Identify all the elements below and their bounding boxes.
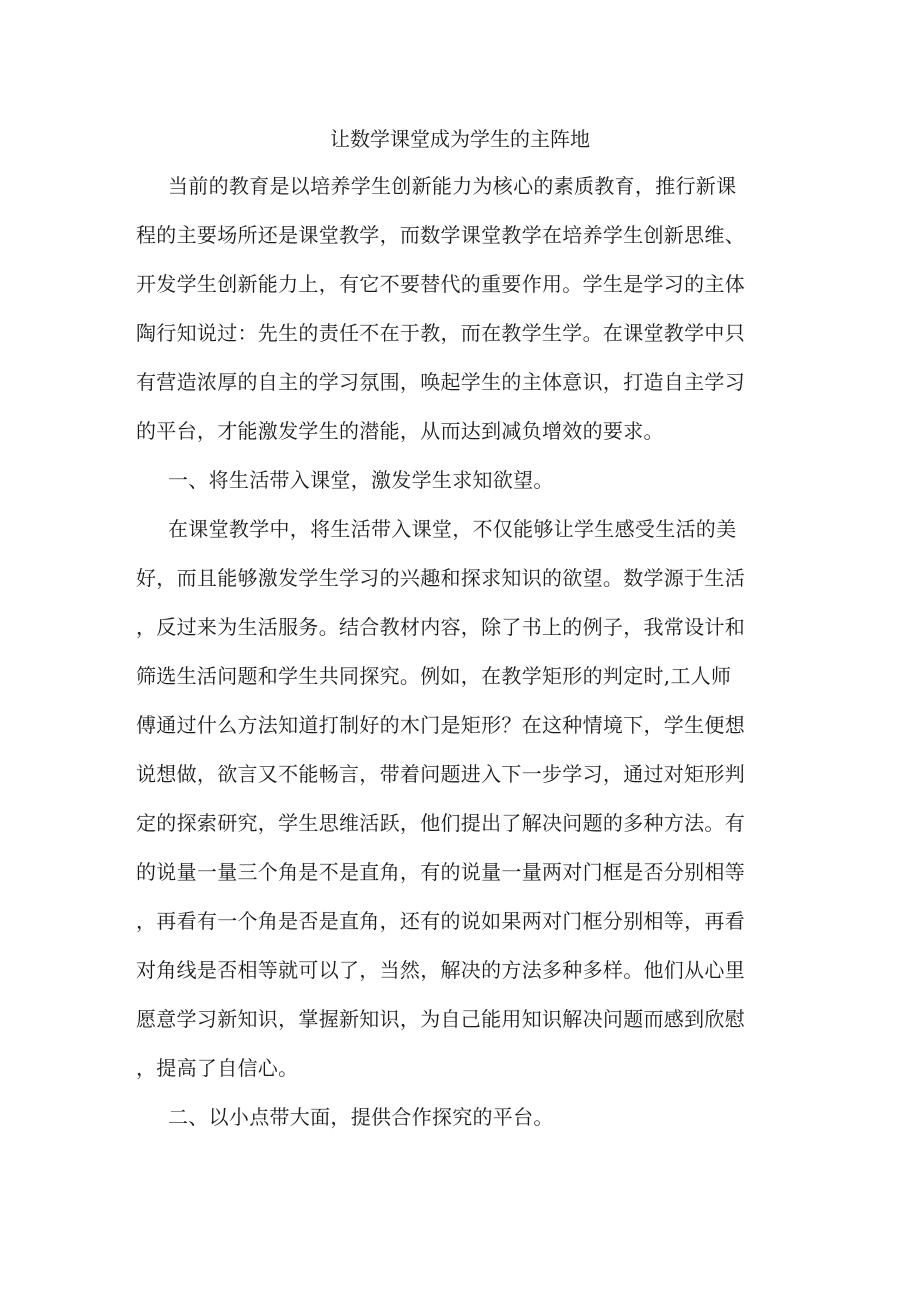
- paragraph-line: 傅通过什么方法知道打制好的木门是矩形？在这种情境下，学生便想: [136, 713, 745, 737]
- document-title: 让数学课堂成为学生的主阵地: [330, 127, 590, 151]
- paragraph-line: 好，而且能够激发学生学习的兴趣和探求知识的欲望。数学源于生活: [136, 566, 745, 590]
- paragraph-line: 愿意学习新知识，掌握新知识，为自己能用知识解决问题而感到欣慰: [136, 1007, 745, 1031]
- paragraph-line: 对角线是否相等就可以了，当然，解决的方法多种多样。他们从心里: [136, 958, 745, 982]
- paragraph-line: 筛选生活问题和学生共同探究。例如，在教学矩形的判定时,工人师: [136, 664, 732, 688]
- paragraph-line: 定的探索研究，学生思维活跃，他们提出了解决问题的多种方法。有: [136, 811, 745, 835]
- paragraph-line: ，反过来为生活服务。结合教材内容，除了书上的例子，我常设计和: [136, 615, 745, 639]
- paragraph-line: 说想做，欲言又不能畅言，带着问题进入下一步学习，通过对矩形判: [136, 762, 745, 786]
- paragraph-line: ，提高了自信心。: [136, 1056, 299, 1080]
- section-heading-2: 二、以小点带大面，提供合作探究的平台。: [168, 1105, 554, 1129]
- paragraph-line: 在课堂教学中，将生活带入课堂，不仅能够让学生感受生活的美: [168, 517, 737, 541]
- paragraph-line: ，再看有一个角是否是直角，还有的说如果两对门框分别相等，再看: [136, 909, 745, 933]
- paragraph-line: 陶行知说过：先生的责任不在于教，而在教学生学。在课堂教学中只: [136, 321, 745, 345]
- paragraph-line: 有营造浓厚的自主的学习氛围，唤起学生的主体意识，打造自主学习: [136, 370, 745, 394]
- paragraph-line: 程的主要场所还是课堂教学，而数学课堂教学在培养学生创新思维、: [136, 223, 745, 247]
- paragraph-line: 当前的教育是以培养学生创新能力为核心的素质教育，推行新课: [168, 174, 737, 198]
- section-heading-1: 一、将生活带入课堂，激发学生求知欲望。: [168, 468, 554, 492]
- paragraph-line: 的平台，才能激发学生的潜能，从而达到减负增效的要求。: [136, 419, 664, 443]
- paragraph-line: 的说量一量三个角是不是直角，有的说量一量两对门框是否分别相等: [136, 860, 745, 884]
- paragraph-line: 开发学生创新能力上，有它不要替代的重要作用。学生是学习的主体: [136, 272, 745, 296]
